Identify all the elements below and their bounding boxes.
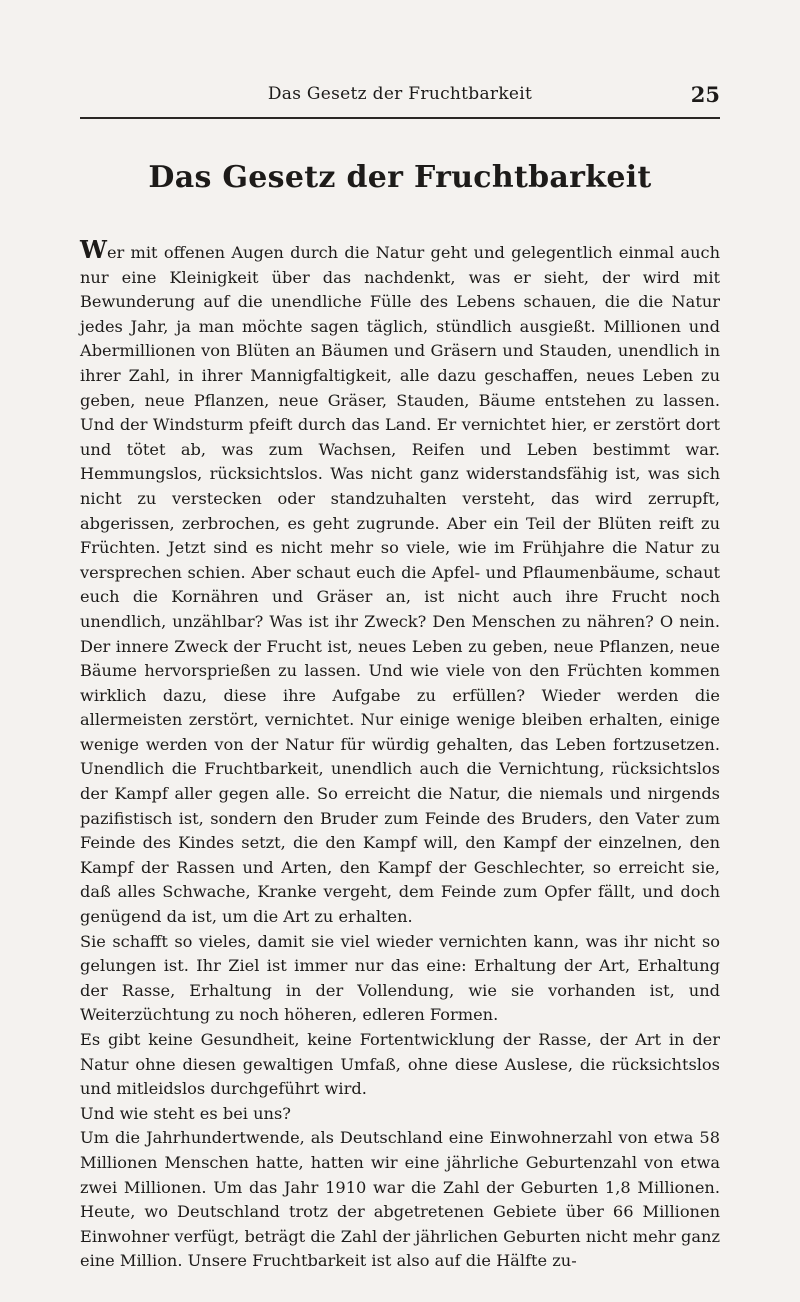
- page-number: 25: [690, 82, 720, 107]
- paragraph-5: Um die Jahrhundertwende, als Deutschland eine Einwohnerzahl von etwa 58 Millionen Menschen hatte, hatten wir eine jährliche Geburtenzahl von etwa zwei Millionen. Um das Jahr 1910 war die Zahl der Geburten 1,8 Millionen. Heute, wo Deutschland trotz der abgetretenen Gebiete über 66 Millionen Einwohner verfügt, beträgt die Zahl der jährlichen Geburten nicht mehr ganz eine Million. Unsere Fruchtbarkeit ist also auf die Hälfte zu-: [80, 1128, 720, 1271]
- paragraph-1: Wer mit offenen Augen durch die Natur geht und gelegentlich einmal auch nur eine Kleinigkeit über das nachdenkt, was er sieht, der wird mit Bewunderung auf die unendliche Fülle des Lebens schauen, die die Natur jedes Jahr, ja man möchte sagen täglich, stündlich ausgießt. Millionen und Abermillionen von Blüten an Bäumen und Gräsern und Stauden, unendlich in ihrer Zahl, in ihrer Mannigfaltigkeit, alle dazu geschaffen, neues Leben zu geben, neue Pflanzen, neue Gräser, Stauden, Bäume entstehen zu lassen. Und der Windsturm pfeift durch das Land. Er vernichtet hier, er zerstört dort und tötet ab, was zum Wachsen, Reifen und Leben bestimmt war. Hemmungslos, rücksichtslos. Was nicht ganz widerstandsfähig ist, was sich nicht zu verstecken oder standzuhalten versteht, das wird zerrupft, abgerissen, zerbrochen, es geht zugrunde. Aber ein Teil der Blüten reift zu Früchten. Jetzt sind es nicht mehr so viele, wie im Frühjahre die Natur zu versprechen schien. Aber schaut euch die Apfel- und Pflaumenbäume, schaut euch die Kornähren und Gräser an, ist nicht auch ihre Frucht noch unendlich, unzählbar? Was ist ihr Zweck? Den Menschen zu nähren? O nein. Der innere Zweck der Frucht ist, neues Leben zu geben, neue Pflanzen, neue Bäume hervorsprießen zu lassen. Und wie viele von den Früchten kommen wirklich dazu, diese ihre Aufgabe zu erfüllen? Wieder werden die allermeisten zerstört, vernichtet. Nur einige wenige bleiben erhalten, einige wenige werden von der Natur für würdig gehalten, das Leben fortzusetzen. Unendlich die Fruchtbarkeit, unendlich auch die Vernichtung, rücksichtslos der Kampf aller gegen alle. So erreicht die Natur, die niemals und nirgends pazifistisch ist, sondern den Bruder zum Feinde des Bruders, den Vater zum Feinde des Kindes setzt, die den Kampf will, den Kampf der einzelnen, den Kampf der Rassen und Arten, den Kampf der Geschlechter, so erreicht sie, daß alles Schwache, Kranke vergeht, dem Feinde zum Opfer fällt, und doch genügend da ist, um die Art zu erhalten.: [80, 235, 720, 927]
- paragraph-2: Sie schafft so vieles, damit sie viel wieder vernichten kann, was ihr nicht so gelungen ist. Ihr Ziel ist immer nur das eine: Erhaltung der Art, Erhaltung der Rasse, Erhaltung in der Vollendung, wie sie vorhanden ist, und Weiterzüchtung zu noch höheren, edleren Formen.: [80, 931, 720, 1025]
- chapter-title: Das Gesetz der Fruchtbarkeit: [148, 160, 652, 195]
- running-head: [80, 84, 720, 114]
- body-text: [80, 235, 720, 1274]
- paragraph-4: Und wie steht es bei uns?: [80, 1103, 291, 1123]
- running-title: Das Gesetz der Fruchtbarkeit: [267, 84, 533, 104]
- header-rule: [80, 117, 720, 119]
- paragraph-3: Es gibt keine Gesundheit, keine Fortentwicklung der Rasse, der Art in der Natur ohne diesen gewaltigen Umfaß, ohne diese Auslese, die rücksichtslos und mitleidslos durchgeführt wird.: [80, 1030, 720, 1099]
